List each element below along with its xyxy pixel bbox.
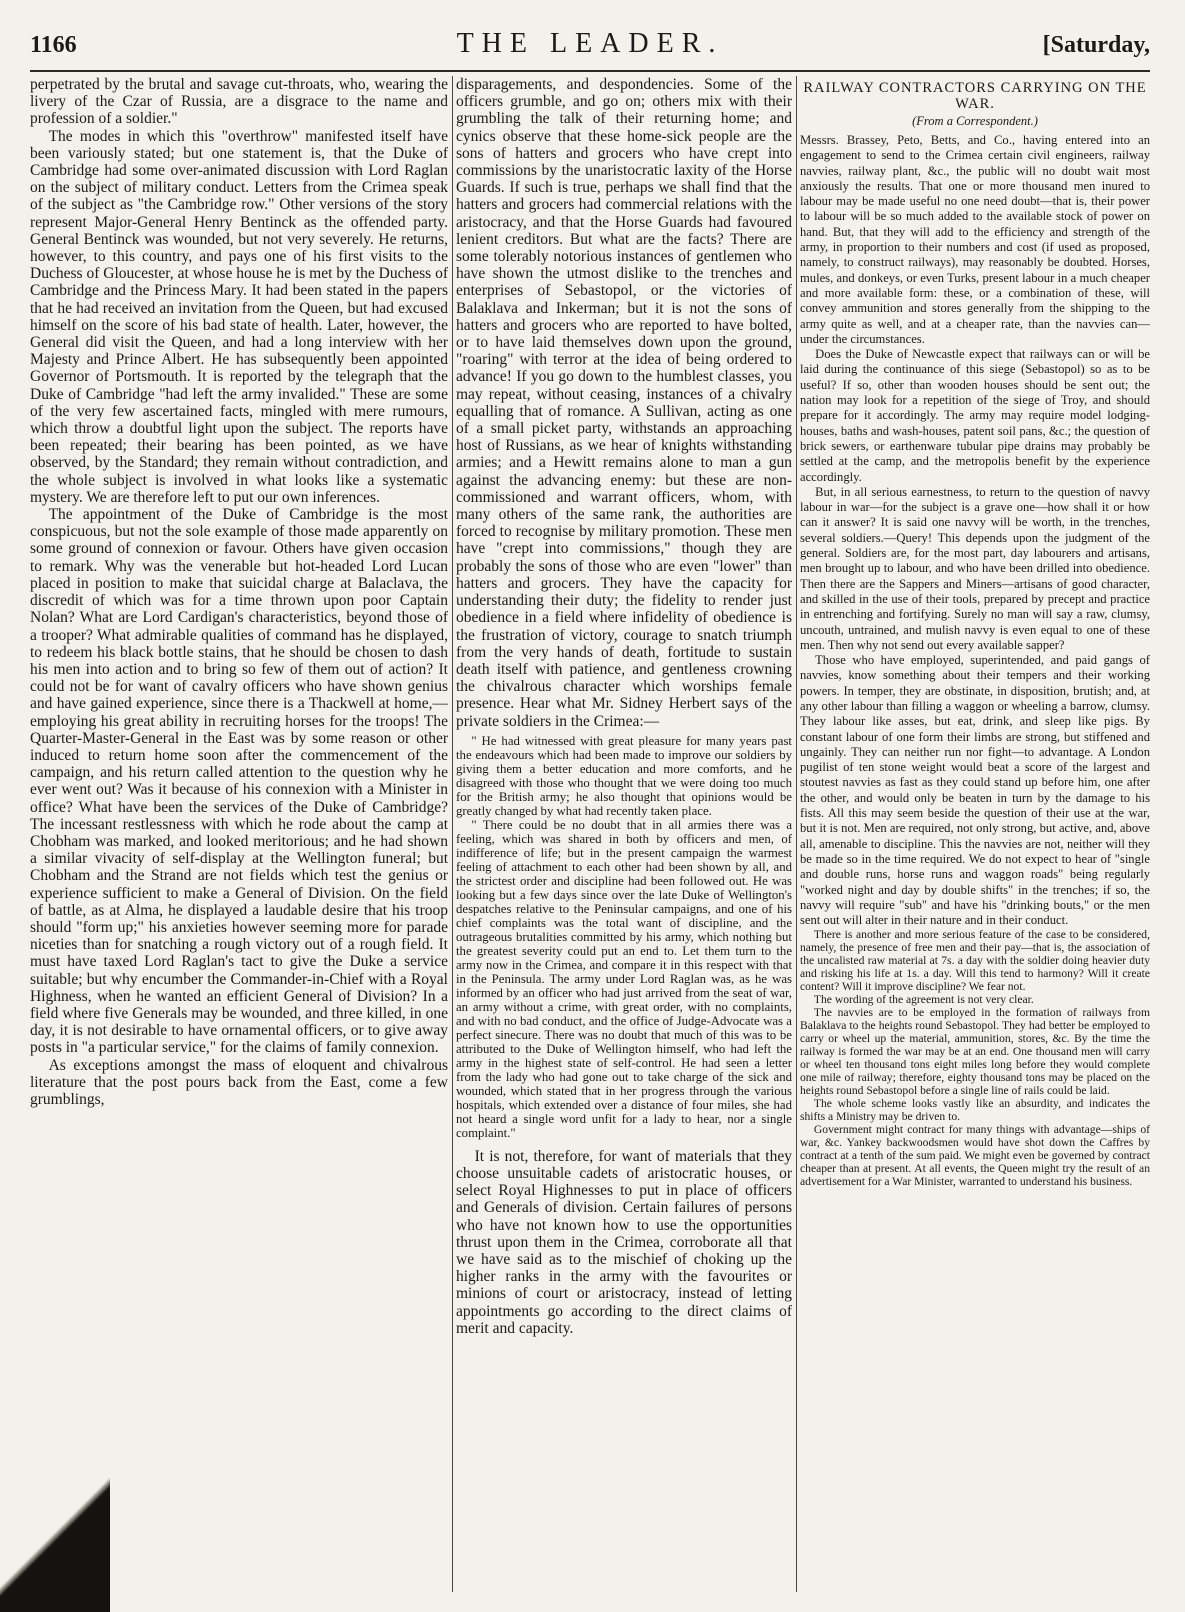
paragraph: The wording of the agreement is not very clear. [813, 993, 1034, 1007]
paragraph: The whole scheme looks vastly like an absurdity, and indicates the shifts a Ministry may be driven to. [800, 1097, 1150, 1124]
page-number: 1166 [30, 32, 77, 58]
paragraph: The modes in which this "overthrow" manifested itself have been variously stated; but one statement is, that the Duke of Cambridge had some over-animated discussion with Lord Raglan on the subject of military conduct. Letters from the Crimea speak of the subject as "the Cambridge row." Other versions of the story represent Major-General Henry Bentinck as the offended party. General Bentinck was wounded, but not very severely. He returns, however, to this country, and pays one of his first visits to the Duchess of Gloucester, at whose house he is met by the Duchess of Cambridge and the Princess Mary. It had been stated in the papers that he had received an invitation from the Queen, but had excused himself on the score of his bad state of health. Later, however, the General did visit the Queen, and had a long interview with her Majesty and Prince Albert. He has subsequently been appointed Governor of Portsmouth. It is reported by the telegraph that the Duke of Cambridge "had left the army invalided." These are some of the very few ascertained facts, mingled with mere rumours, which throw a doubtful light upon the subject. The reports have been repeated; their bearing has been pointed, as we have observed, by the Standard; they remain without contradiction, and the whole subject is involved in what looks like a systematic mystery. We are therefore left to put our own inferences. [30, 127, 448, 506]
paragraph: There is another and more serious feature of the case to be considered, namely, the presence of free men and their pay—that is, the association of the uncalisted raw material at 7s. a day with the soldier doing heavier duty and risking his life at 1s. a day. Will this tend to harmony? Will it create content? Will it improve discipline? We fear not. [800, 928, 1150, 994]
header-rule [30, 70, 1150, 72]
quote-paragraph: " There could be no doubt that in all armies there was a feeling, which was shared in both by officers and men, of indifference of life; but in the present campaign the warmest feeling of attachment to each other had been shown by all, and the strictest order and discipline had been followed out. He was looking but a few days since over the late Duke of Wellington's despatches relative to the Peninsular campaigns, and one of his chief complaints was the total want of discipline, and the outrageous brutalities committed by his army, which nothing but the greatest severity could put an end to. Let them turn to the army now in the Crimea, and compare it in this respect with that in the Peninsula. The army under Lord Raglan was, as he was informed by an officer who had just arrived from the seat of war, an army without a crime, with great order, with no complaints, and with no bad conduct, and the office of Judge-Advocate was a perfect sinecure. There was no doubt that much of this was to be attributed to the Duke of Wellington himself, who had left the army in the highest state of self-control. He had seen a letter from the lady who had gone out to take charge of the sick and wounded, which stated that in her progress through the various hospitals, which extended over a distance of four miles, she had not heard a single word unfit for a lady to hear, nor a single complaint." [456, 817, 792, 1140]
paragraph: Messrs. Brassey, Peto, Betts, and Co., having entered into an engagement to send to the Crimea certain civil engineers, railway navvies, railway plant, &c., the public will no doubt wait most anxiously the results. That one or more thousand men inured to labour may be made useful no one need doubt—that is, their power to labour will be so much added to the available stock of power on hand. But, that they will add to the efficiency and strength of the army, in proportion to their numbers and cost (if used as proposed, namely, to construct railways), may reasonably be doubted. Horses, mules, and donkeys, or even Turks, present labour in a much cheaper and more available form: these, or a combination of these, will convey ammunition and stores generally from the shipping to the army quite as well, and at a cheaper rate, than the navvies can—under the circumstances. [800, 133, 1150, 346]
paragraph: The appointment of the Duke of Cambridge is the most conspicuous, but not the sole example of those made apparently on some ground of connexion or favour. Others have given occasion to remark. Why was the venerable but hot-headed Lord Lucan placed in position to make that suicidal charge at Balaclava, the discredit of which was for a time thrown upon poor Captain Nolan? What are Lord Cardigan's characteristics, beyond those of a trooper? What admirable qualities of command has he displayed, to redeem his black bottle stains, that he should be chosen to dash his men into action and to bring so few of them out of action? It could not be for want of cavalry officers who have shown genius and have gained experience, since there is a Thackwell at home,—employing his great ability in recruiting horses for the troops! The Quarter-Master-General in the East was by some reason or other induced to return home soon after the commencement of the campaign, and his return called attention to the question why he ever went out? Was it because of his connexion with a Minister in office? What have been the services of the Duke of Cambridge? The incessant restlessness with which he rode about the camp at Chobham was marked, and looked meritorious; and he had shown a similar vivacity of self-display at the Wellington funeral; but Chobham and the Strand are not fields which test the genius or experience sufficient to make a General of Division. On the field of battle, as at Alma, he displayed a laudable desire that his troop should "form up;" his anxieties however seeming more for parade niceties than for snatching a rough victory out of a rough field. It must have taxed Lord Raglan's tact to give the Duke a service suitable; but why encumber the Commander-in-Chief with a Royal Highness, when he wanted an efficient General of Division? In a field where five Generals may be wounded, and three killed, in one day, it is not desirable to have ornamental officers, or to give away posts in "a particular service," for the claims of family connexion. [30, 506, 448, 1057]
column-1 [30, 76, 448, 1602]
column-3 [800, 76, 1150, 1602]
paragraph: Those who have employed, superintended, and paid gangs of navvies, know something about their tempers and their working powers. In temper, they are obstinate, in disposition, brutish; and, at any other labour than filling a waggon or wheeling a barrow, clumsy. They labour like asses, but eat, drink, and sleep like pigs. By constant labour of one form their limbs are strong, but stiffened and ungainly. They can neither run nor fight—to advantage. A London pugilist of ten stone weight would beat a score of the largest and stoutest navvies as fast as they could stand up before him, one after the other, and would only be beaten in turn by the damage to his fists. All this may seem beside the question of their use at the war, but it is not. Men are required, not only strong, but active, and, above all, amenable to discipline. This the navvies are not, neither will they be made so in the time required. We do not expect to hear of "single and double runs, horse runs and waggon roads" being regularly "worked night and day by double shifts" in the trenches; if so, the navvy will require "sub" and have his "drinking bouts," or the men sent out will alter in their nature and in their conduct. [800, 653, 1150, 928]
paragraph: The navvies are to be employed in the formation of railways from Balaklava to the heights round Sebastopol. They had better be employed to carry or wheel up the material, ammunition, stores, &c. By the time the railway is formed the war may be at an end. One thousand men will carry or wheel ten thousand tons eight miles long before they would complete one mile of railway; therefore, eighty thousand tons may be placed on the heights round Sebastopol before a single line of rails could be laid. [800, 1006, 1150, 1098]
paragraph: But, in all serious earnestness, to return to the question of navvy labour in war—for the subject is a grave one—how shall it or how can it answer? It is said one navvy will be worth, in the trenches, several soldiers.—Query! This depends upon the judgment of the general. Soldiers are, for the most part, day labourers and artisans, men brought up to labour, and who have been drilled into obedience. Then there are the Sappers and Miners—artisans of good character, and skilled in the use of their tools, prepared by precept and practice in entrenching and fortifying. Surely no man will say a raw, clumsy, uncouth, untrained, and mulish navvy is even equal to one of these men. Then why not send out every available sapper? [800, 484, 1150, 652]
article-byline: (From a Correspondent.) [912, 114, 1038, 128]
paragraph: Government might contract for many things with advantage—ships of war, &c. Yankey backwoodsmen would have shot down the Caffres by contract at a tenth of the sum paid. We might even be governed by contract cheaper than at present. At all events, the Queen might try the result of an advertisement for a War Minister, warranted to understand his business. [800, 1123, 1150, 1189]
quoted-speech [456, 734, 792, 1140]
article-title: RAILWAY CONTRACTORS CARRYING ON THE WAR. [803, 80, 1147, 112]
scan-shadow [0, 1462, 110, 1612]
paper-title: THE LEADER. [456, 28, 724, 59]
paragraph: disparagements, and despondencies. Some of the officers grumble, and go on; others mix with their grumbling the talk of their returning home; and cynics observe that these home-sick people are the sons of hatters and grocers who have crept into commissions by the unaristocratic laxity of the Horse Guards. If such is true, perhaps we shall find that the hatters and grocers had commercial relations with the aristocracy, and that the Horse Guards had favoured lenient creditors. But what are the facts? There are some tolerably notorious instances of gentlemen who have shown the utmost dislike to the trenches and enterprises of Sebastopol, or the victories of Balaklava and Inkerman; but it is not the sons of hatters and grocers who are reported to have bolted, or to have laid themselves down upon the ground, "roaring" with terror at the idea of being ordered to advance! If you go down to the humblest classes, you may repeat, without ceasing, instances of a chivalry equalling that of romance. A Sullivan, acting as one of a small picket party, withstands an approaching host of Russians, as we hear of knights withstanding armies; and a Hewitt remains alone to man a gun against the advancing enemy: but these are non-commissioned and warrant officers, whom, with many others of the same rank, the authorities are forced to recognise by military promotion. These men have "crept into commissions," though they are probably the sons of those who are even "lower" than hatters and grocers. They have the capacity for understanding their duty; the fidelity to render just obedience in a field where infidelity of obedience is the frustration of victory, courage to snatch triumph from the very hands of death, fortitude to sustain death itself with patience, and gentleness crowning the chivalrous character which worships female presence. Hear what Mr. Sidney Herbert says of the private soldiers in the Crimea:— [456, 76, 792, 730]
column-divider [452, 76, 453, 1592]
quote-paragraph: " He had witnessed with great pleasure for many years past the endeavours which had been made to improve our soldiers by giving them a better education and more comforts, and he disagreed with those who thought that we were doing too much for the British army; he also thought that opinions would be greatly changed by what had recently taken place. [456, 733, 792, 818]
paragraph: As exceptions amongst the mass of eloquent and chivalrous literature that the post pours back from the East, come a few grumblings, [30, 1056, 448, 1108]
issue-day: [Saturday, [1042, 32, 1150, 58]
paragraph: perpetrated by the brutal and savage cut-throats, who, wearing the livery of the Czar of Russia, are a disgrace to the name and profession of a soldier." [30, 76, 448, 128]
paragraph: It is not, therefore, for want of materials that they choose unsuitable cadets of aristocratic houses, or select Royal Highnesses to put in place of officers and Generals of division. Certain failures of persons who have not known how to use the opportunities thrust upon them in the Crimea, corroborate all that we have said as to the mischief of choking up the higher ranks in the army with the favourites or minions of court or aristocracy, instead of letting appointments go according to the direct claims of merit and capacity. [456, 1147, 792, 1337]
column-divider [796, 76, 797, 1592]
paragraph: Does the Duke of Newcastle expect that railways can or will be laid during the continuance of this siege (Sebastopol) so as to be useful? If so, other than wooden houses should be sent out; the nation may look for a repetition of the siege of Troy, and should prepare for it accordingly. The army may require model lodging-houses, baths and wash-houses, patent soil pans, &c.; the question of brick sewers, or earthenware tubular pipe drains may probably be settled at the camp, and the metropolis benefit by the experience accordingly. [800, 347, 1150, 484]
column-2 [456, 76, 792, 1602]
masthead [30, 24, 1150, 68]
